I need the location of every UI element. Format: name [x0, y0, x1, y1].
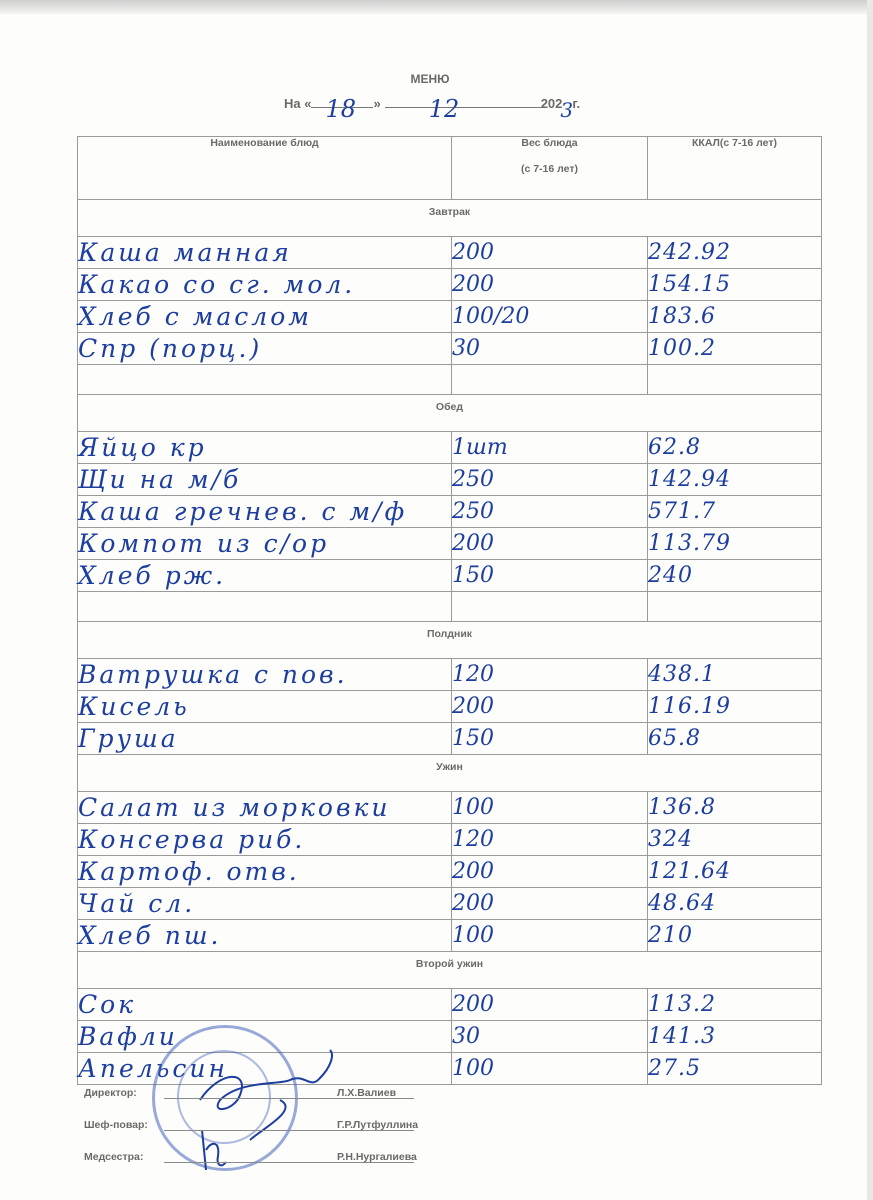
- dish-name-cell: Чай сл.: [78, 888, 452, 920]
- weight-cell: 200: [452, 856, 648, 888]
- dish-name-cell: Хлеб рж.: [78, 560, 452, 592]
- section-title: Завтрак: [78, 200, 822, 237]
- dish-name-cell: Кисель: [78, 691, 452, 723]
- dish-name-cell: Каша манная: [78, 237, 452, 269]
- weight-cell: 200: [452, 269, 648, 301]
- empty-row: [78, 592, 822, 622]
- menu-row: [78, 496, 822, 528]
- document-title: МЕНЮ: [410, 72, 450, 86]
- empty-cell: [452, 365, 648, 395]
- kcal-cell: 240: [648, 560, 822, 592]
- header-dish-name: Наименование блюд: [78, 137, 452, 200]
- menu-table: [77, 136, 822, 1085]
- menu-row: [78, 920, 822, 952]
- empty-cell: [648, 592, 822, 622]
- kcal-cell: 121.64: [648, 856, 822, 888]
- menu-row: [78, 560, 822, 592]
- signature-role: Медсестра:: [84, 1151, 144, 1163]
- weight-cell: 30: [452, 1021, 648, 1053]
- signature-name: Р.Н.Нургалиева: [337, 1151, 417, 1163]
- date-prefix: На «: [284, 96, 312, 111]
- section-title: Полдник: [78, 622, 822, 659]
- signature-line: [84, 1119, 419, 1131]
- header-weight-label: Вес блюда: [521, 137, 578, 149]
- kcal-cell: 571.7: [648, 496, 822, 528]
- kcal-cell: 142.94: [648, 464, 822, 496]
- date-day-field: [311, 95, 373, 123]
- kcal-cell: 100.2: [648, 333, 822, 365]
- dish-name-cell: Компот из с/ор: [78, 528, 452, 560]
- nurse-signature: [192, 1120, 232, 1180]
- dish-name-cell: Груша: [78, 723, 452, 755]
- date-suffix: г.: [572, 96, 581, 111]
- signature-line: [84, 1087, 397, 1099]
- dish-name-cell: Ватрушка с пов.: [78, 659, 452, 691]
- weight-cell: 100: [452, 920, 648, 952]
- header-weight-age: (с 7-16 лет): [520, 163, 579, 175]
- dish-name-cell: Картоф. отв.: [78, 856, 452, 888]
- menu-row: [78, 888, 822, 920]
- weight-cell: 120: [452, 659, 648, 691]
- menu-row: [78, 333, 822, 365]
- dish-name-cell: Хлеб с маслом: [78, 301, 452, 333]
- menu-row: [78, 659, 822, 691]
- header-kcal: ККАЛ(с 7-16 лет): [648, 137, 822, 200]
- section-header: [78, 622, 822, 659]
- date-year-digit: 3: [560, 98, 574, 122]
- dish-name-cell: Апельсин: [78, 1053, 452, 1085]
- section-title: Второй ужин: [78, 952, 822, 989]
- date-month: 12: [428, 95, 460, 123]
- weight-cell: 150: [452, 723, 648, 755]
- empty-row: [78, 365, 822, 395]
- kcal-cell: 113.2: [648, 989, 822, 1021]
- menu-row: [78, 989, 822, 1021]
- kcal-cell: 141.3: [648, 1021, 822, 1053]
- signature-name: Л.Х.Валиев: [337, 1087, 397, 1099]
- dish-name-cell: Щи на м/б: [78, 464, 452, 496]
- signature-line: [84, 1151, 417, 1163]
- dish-name-cell: Каша гречнев. с м/ф: [78, 496, 452, 528]
- scan-top-edge: [0, 0, 873, 14]
- menu-body: [78, 200, 822, 1085]
- menu-row: [78, 464, 822, 496]
- date-year-prefix: 202: [540, 96, 563, 111]
- empty-cell: [648, 365, 822, 395]
- weight-cell: 200: [452, 237, 648, 269]
- section-title: Обед: [78, 395, 822, 432]
- date-day: 18: [325, 95, 357, 123]
- weight-cell: 200: [452, 989, 648, 1021]
- empty-cell: [452, 592, 648, 622]
- kcal-cell: 210: [648, 920, 822, 952]
- weight-cell: 100: [452, 792, 648, 824]
- dish-name-cell: Салат из морковки: [78, 792, 452, 824]
- kcal-cell: 65.8: [648, 723, 822, 755]
- kcal-cell: 62.8: [648, 432, 822, 464]
- menu-row: [78, 301, 822, 333]
- dish-name-cell: Хлеб пш.: [78, 920, 452, 952]
- section-header: [78, 200, 822, 237]
- date-line: [284, 95, 581, 123]
- signature-name: Г.Р.Лутфуллина: [337, 1119, 419, 1131]
- dish-name-cell: Вафли: [78, 1021, 452, 1053]
- empty-cell: [78, 592, 452, 622]
- kcal-cell: 242.92: [648, 237, 822, 269]
- weight-cell: 200: [452, 528, 648, 560]
- weight-cell: 250: [452, 464, 648, 496]
- menu-row: [78, 269, 822, 301]
- kcal-cell: 136.8: [648, 792, 822, 824]
- section-title: Ужин: [78, 755, 822, 792]
- weight-cell: 250: [452, 496, 648, 528]
- weight-cell: 1шт: [452, 432, 648, 464]
- dish-name-cell: Яйцо кр: [78, 432, 452, 464]
- menu-row: [78, 528, 822, 560]
- kcal-cell: 113.79: [648, 528, 822, 560]
- kcal-cell: 438.1: [648, 659, 822, 691]
- weight-cell: 150: [452, 560, 648, 592]
- signature-role: Директор:: [84, 1087, 137, 1099]
- kcal-cell: 116.19: [648, 691, 822, 723]
- menu-row: [78, 723, 822, 755]
- weight-cell: 200: [452, 691, 648, 723]
- scan-right-edge: [867, 0, 873, 1200]
- date-mid: »: [373, 96, 381, 111]
- section-header: [78, 395, 822, 432]
- menu-row: [78, 824, 822, 856]
- weight-cell: 30: [452, 333, 648, 365]
- section-header: [78, 755, 822, 792]
- weight-cell: 120: [452, 824, 648, 856]
- menu-row: [78, 237, 822, 269]
- dish-name-cell: Консерва риб.: [78, 824, 452, 856]
- weight-cell: 200: [452, 888, 648, 920]
- dish-name-cell: Какао со сг. мол.: [78, 269, 452, 301]
- header-weight: [452, 137, 648, 200]
- section-header: [78, 952, 822, 989]
- kcal-cell: 27.5: [648, 1053, 822, 1085]
- menu-row: [78, 792, 822, 824]
- menu-row: [78, 432, 822, 464]
- weight-cell: 100/20: [452, 301, 648, 333]
- kcal-cell: 324: [648, 824, 822, 856]
- date-month-field: [385, 95, 541, 123]
- weight-cell: 100: [452, 1053, 648, 1085]
- empty-cell: [78, 365, 452, 395]
- menu-row: [78, 691, 822, 723]
- signature-role: Шеф-повар:: [84, 1119, 148, 1131]
- dish-name-cell: Сок: [78, 989, 452, 1021]
- kcal-cell: 48.64: [648, 888, 822, 920]
- kcal-cell: 183.6: [648, 301, 822, 333]
- dish-name-cell: Спр (порц.): [78, 333, 452, 365]
- kcal-cell: 154.15: [648, 269, 822, 301]
- menu-row: [78, 856, 822, 888]
